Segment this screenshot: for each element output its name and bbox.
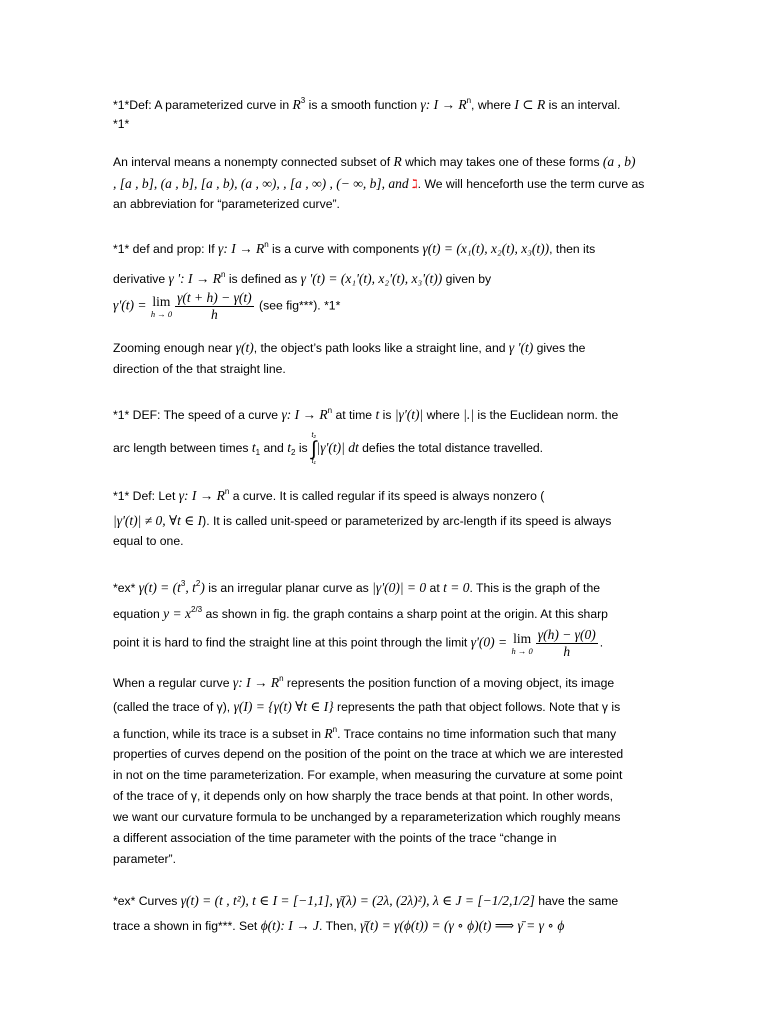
ex2-math: γ(t) = (t , t²), t ∈ I = [−1,1], γ̄(λ) = (2λ, (2λ)²), λ ∈ J = [−1/2,1/2]	[180, 893, 535, 908]
def2-limit	[151, 295, 172, 319]
def2-end: , then its	[549, 242, 596, 256]
def2-deriv-def: γ '(t) = (x₁'(t), x₂'(t), x₃'(t))	[300, 271, 443, 286]
zoom-gamma-prime: γ '(t)	[508, 340, 534, 355]
def1-lead: *1*Def: A parameterized curve in	[113, 98, 293, 112]
def2-deriv-lead: derivative	[113, 272, 169, 286]
regular-cond: |γ'(t)| ≠ 0, ∀t ∈ I	[113, 513, 203, 528]
regpara-line2-end: represents the path that object follows. Note that γ is	[333, 700, 621, 714]
ex1-gamma: γ(t) = (t	[138, 580, 181, 595]
ex1-mid: is an irregular planar curve as	[204, 581, 373, 595]
ex1-close: )	[200, 580, 205, 595]
regpara-R-sup: n	[332, 725, 338, 734]
ex1-line2	[113, 601, 658, 623]
arc-t1: t	[251, 440, 256, 456]
regpara-end: represents the position function of a moving object, its image	[283, 676, 615, 690]
interval-forms: , [a , b], (a , b], [a , b), (a , ∞), , [a , ∞) , (− ∞, b], and	[113, 176, 412, 191]
arc-t1-sub: 1	[255, 448, 261, 458]
regpara-line3-end: . Trace contains no time information such that many	[337, 727, 617, 741]
zoom-mid: , the object’s path looks like a straight line, and	[253, 341, 509, 355]
speed-line2	[113, 432, 658, 466]
regular-line2-end: ). It is called unit-speed or parameterized by arc-length if its speed is always	[202, 514, 612, 528]
ex1-cond: |γ'(0)| = 0	[372, 580, 427, 595]
arc-integral: t₂ ∫ t₁	[311, 432, 317, 465]
arc-int-bot: t₁	[311, 458, 316, 465]
interval-form: (a , b)	[602, 154, 636, 169]
def1-end: is an interval.	[545, 98, 621, 112]
def2-fraction-den: h	[210, 307, 218, 322]
def1-line1	[113, 92, 658, 114]
interval-text3: . We will henceforth use the term curve as	[417, 177, 645, 191]
regpara-line3-lead: a function, while its trace is a subset in	[113, 727, 325, 741]
interval-red-char: ℷ	[411, 177, 418, 191]
speed-mid: at time	[332, 408, 376, 422]
ex1-sup3: 3	[180, 579, 186, 588]
arc-t2-sub: 2	[290, 448, 296, 458]
def2-deriv-mid: is defined as	[225, 272, 301, 286]
zoom-lead: Zooming enough near	[113, 341, 236, 355]
ex1-limit-end: .	[599, 635, 604, 650]
speed-map-sup: n	[327, 406, 333, 415]
ex1-t0: t = 0	[443, 580, 470, 595]
ex2-end: have the same	[534, 894, 619, 908]
regular-map: γ: I → R	[178, 488, 225, 503]
ex2-line1	[113, 892, 658, 910]
ex1-at: at	[426, 581, 444, 595]
def2-line2	[113, 266, 658, 288]
regular-end: a curve. It is called regular if its speed is always nonzero (	[229, 489, 545, 503]
def2-deriv-end: given by	[442, 272, 492, 286]
def2-line1	[113, 236, 658, 258]
regpara-line2-lead: (called the trace of γ),	[113, 700, 234, 714]
regpara-lead: When a regular curve	[113, 676, 233, 690]
ex1-fraction-num: γ(h) − γ(0)	[537, 627, 596, 642]
regpara-line8: a different association of the time parameter with the points of the trace “change in	[113, 831, 557, 845]
def1-R-sup: 3	[300, 96, 306, 105]
interval-line2	[113, 175, 658, 193]
def1-mid2: , where	[471, 98, 515, 112]
regpara-line2	[113, 698, 658, 716]
arc-is: is	[295, 441, 312, 456]
def2-fraction-num: γ(t + h) − γ(t)	[177, 290, 252, 305]
def1-gamma-map-sup: n	[466, 96, 472, 105]
speed-map: γ: I → R	[281, 407, 328, 422]
def2-limit-word: lim	[152, 293, 171, 309]
interval-text1: An interval means a nonempty connected subset of	[113, 155, 394, 169]
ex1-fraction	[536, 627, 598, 660]
zoom-line2: direction of the that straight line.	[113, 362, 286, 376]
speed-mid3: where	[423, 408, 464, 422]
ex1-eq-sup: 2/3	[191, 605, 203, 614]
ex1-line1	[113, 575, 658, 597]
regular-line1	[113, 483, 658, 505]
arc-lead: arc length between times	[113, 441, 252, 456]
def1-line2: *1*	[113, 117, 130, 131]
interval-line1	[113, 153, 658, 171]
interval-R: R	[393, 154, 402, 169]
regpara-map-sup: n	[279, 674, 284, 683]
def1-R: R	[292, 97, 301, 112]
def2-limit-end: (see fig***). *1*	[255, 298, 341, 313]
regpara-line4: properties of curves depend on the position of the point on the trace at which we are interested	[113, 747, 624, 761]
speed-t: t	[375, 407, 380, 422]
regpara-line9: parameter”.	[113, 852, 176, 866]
ex1-lead: *ex*	[113, 581, 139, 595]
arc-and: and	[260, 441, 288, 456]
def1-subset: I ⊂ R	[514, 97, 546, 112]
def1-gamma-map: γ: I → R	[420, 97, 467, 112]
ex1-comma: , t	[185, 580, 196, 595]
regpara-set: γ(I) = {γ(t) ∀t ∈ I}	[233, 699, 334, 714]
speed-line1	[113, 402, 658, 424]
regular-line3: equal to one.	[113, 534, 184, 548]
regpara-line7: we want our curvature formula to be unchanged by a reparameterization which roughly means	[113, 810, 621, 824]
ex1-eq-lead: equation	[113, 607, 164, 621]
ex2-composition: γ̄(t) = γ(ϕ(t)) = (γ ∘ ϕ)(t) ⟹ γ̄ = γ ∘ ϕ	[360, 918, 565, 933]
regular-line2	[113, 512, 658, 530]
regpara-R: R	[324, 726, 333, 741]
ex1-line3	[113, 627, 658, 660]
arc-int-top: t₂	[311, 432, 317, 439]
ex1-sup2: 2	[195, 579, 201, 588]
ex2-phi: ϕ(t): I → J	[260, 918, 320, 933]
speed-end: is the Euclidean norm. the	[473, 408, 619, 422]
regular-lead: *1* Def: Let	[113, 489, 179, 503]
arc-end: defies the total distance travelled.	[358, 441, 544, 456]
arc-t2: t	[287, 440, 291, 456]
ex2-line2	[113, 917, 658, 935]
speed-mid2: is	[379, 408, 395, 422]
def2-deriv-map: γ ': I → R	[168, 271, 221, 286]
def2-limit-sub: h → 0	[150, 308, 173, 319]
def2-mid: is a curve with components	[268, 242, 423, 256]
regpara-line1	[113, 670, 658, 692]
def2-limit-lhs: γ'(t) =	[113, 297, 150, 313]
def2-map-sup: n	[264, 240, 269, 249]
ex2-lead: *ex* Curves	[113, 894, 181, 908]
document-page	[113, 90, 658, 933]
def2-deriv-sup: n	[221, 270, 226, 279]
arc-integrand: |γ'(t)| dt	[316, 440, 359, 456]
def2-fraction	[175, 290, 254, 323]
zoom-line1	[113, 339, 658, 357]
zoom-gamma: γ(t)	[235, 340, 254, 355]
ex1-limit-lead: point it is hard to find the straight line at this point through the limit	[113, 635, 471, 650]
ex1-fraction-den: h	[563, 644, 571, 659]
speed-bars: |.|	[463, 407, 474, 422]
regpara-line5: in not on the time parameterization. For example, when measuring the curvature at some point	[113, 768, 623, 782]
def1-mid1: is a smooth function	[305, 98, 421, 112]
speed-lead: *1* DEF: The speed of a curve	[113, 408, 282, 422]
ex2-line2-lead: trace a shown in fig***. Set	[113, 919, 261, 933]
ex1-limit-lhs: γ'(0) =	[470, 634, 511, 650]
def2-components: γ(t) = (x₁(t), x₂(t), x₃(t))	[422, 241, 550, 256]
ex1-limit-word: lim	[513, 630, 532, 646]
interval-line3: an abbreviation for “parameterized curve”.	[113, 197, 340, 211]
interval-text2: which may takes one of these forms	[401, 155, 603, 169]
ex1-end: . This is the graph of the	[469, 581, 600, 595]
ex1-limit	[512, 632, 533, 656]
def2-map: γ: I → R	[218, 241, 265, 256]
ex1-eq: y = x	[163, 606, 191, 621]
ex2-then: . Then,	[319, 919, 361, 933]
ex1-eq-end: as shown in fig. the graph contains a sharp point at the origin. At this sharp	[202, 607, 608, 621]
zoom-end: gives the	[533, 341, 586, 355]
regular-map-sup: n	[224, 487, 230, 496]
def2-line3	[113, 290, 658, 323]
def2-lead: *1* def and prop: If	[113, 242, 219, 256]
ex1-limit-sub: h → 0	[511, 645, 533, 656]
regpara-line6: of the trace of γ, it depends only on how sharply the trace bends at that point. In other words,	[113, 789, 613, 803]
regpara-map: γ: I → R	[232, 675, 280, 690]
regpara-line3	[113, 721, 658, 743]
speed-norm: |γ'(t)|	[394, 407, 424, 422]
